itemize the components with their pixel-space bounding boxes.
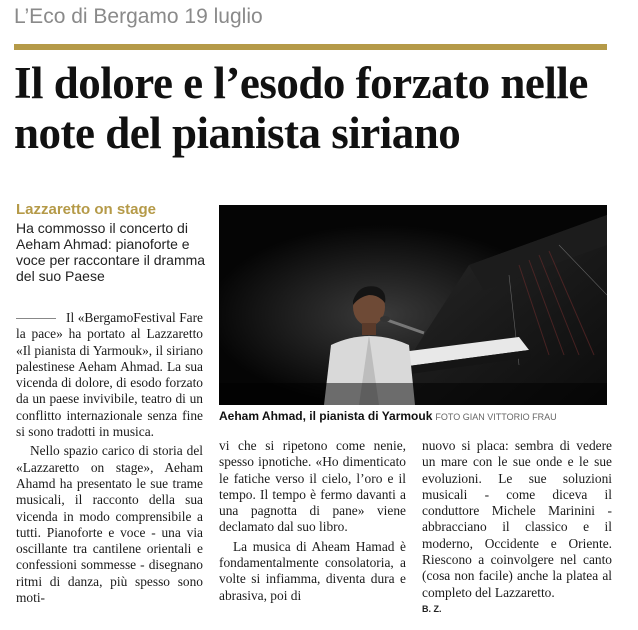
caption-text: Aeham Ahmad, il pianista di Yarmouk bbox=[219, 409, 433, 423]
article-column-2 bbox=[219, 438, 406, 604]
pianist-photo-illustration bbox=[219, 205, 607, 405]
summary: Ha commosso il concerto di Aeham Ahmad: pianoforte e voce per raccontare il dramma del suo Paese bbox=[16, 220, 206, 284]
headline: Il dolore e l’esodo forzato nelle note del pianista siriano bbox=[14, 58, 588, 158]
paragraph: nuovo si placa: sembra di vedere un mare con le sue onde e le sue evoluzioni. Le sue soluzioni musicali - come diceva il conduttore Michele Marinini - abbracciano il classico e il moderno, Occidente e Oriente. Riescono a coinvolgere nel canto (cosa non facile) anche la platea al completo del Lazzaretto. bbox=[422, 438, 612, 600]
photo-credit: FOTO GIAN VITTORIO FRAU bbox=[435, 412, 557, 422]
photo-caption bbox=[219, 409, 619, 423]
newspaper-source: L’Eco di Bergamo 19 luglio bbox=[14, 5, 263, 28]
paragraph: La musica di Aheam Hamad è fondamentalmente consolatoria, a volte si infiamma, diventa dura e abrasiva, poi di bbox=[219, 538, 406, 603]
kicker: Lazzaretto on stage bbox=[16, 201, 157, 218]
lead-rule bbox=[16, 318, 56, 319]
paragraph: vi che si ripetono come nenie, spesso ipnotiche. «Ho dimenticato le fatiche verso il cielo, l’oro e il tempo. Il tempo è fermo davanti a una pagnotta di pane» viene declamato dal suo libro. bbox=[219, 438, 406, 535]
author-signature: B. Z. bbox=[422, 603, 442, 614]
paragraph: Nello spazio carico di storia del «Lazzaretto on stage», Aeham Ahamd ha presentato le sue trame musicali, il racconto della sua vicenda in modo comprensibile a tutti. Pianoforte e voce - una via oscillante tra cantilene orientali e confessioni sommesse - disegnano ritmi di danza, più spesso sono moti- bbox=[16, 443, 203, 606]
article-column-1 bbox=[16, 310, 203, 606]
article-photo bbox=[219, 205, 607, 405]
article-column-3 bbox=[422, 438, 612, 617]
paragraph: Il «BergamoFestival Fare la pace» ha portato al Lazzaretto «Il pianista di Yarmouk», il siriano palestinese Aeham Ahmad. La sua vicenda di dolore, di esodo forzato da un paese invivibile, teatro di un conflitto internazionale senza fine si sono tradotti in musica. bbox=[16, 310, 203, 440]
accent-rule bbox=[14, 44, 607, 50]
